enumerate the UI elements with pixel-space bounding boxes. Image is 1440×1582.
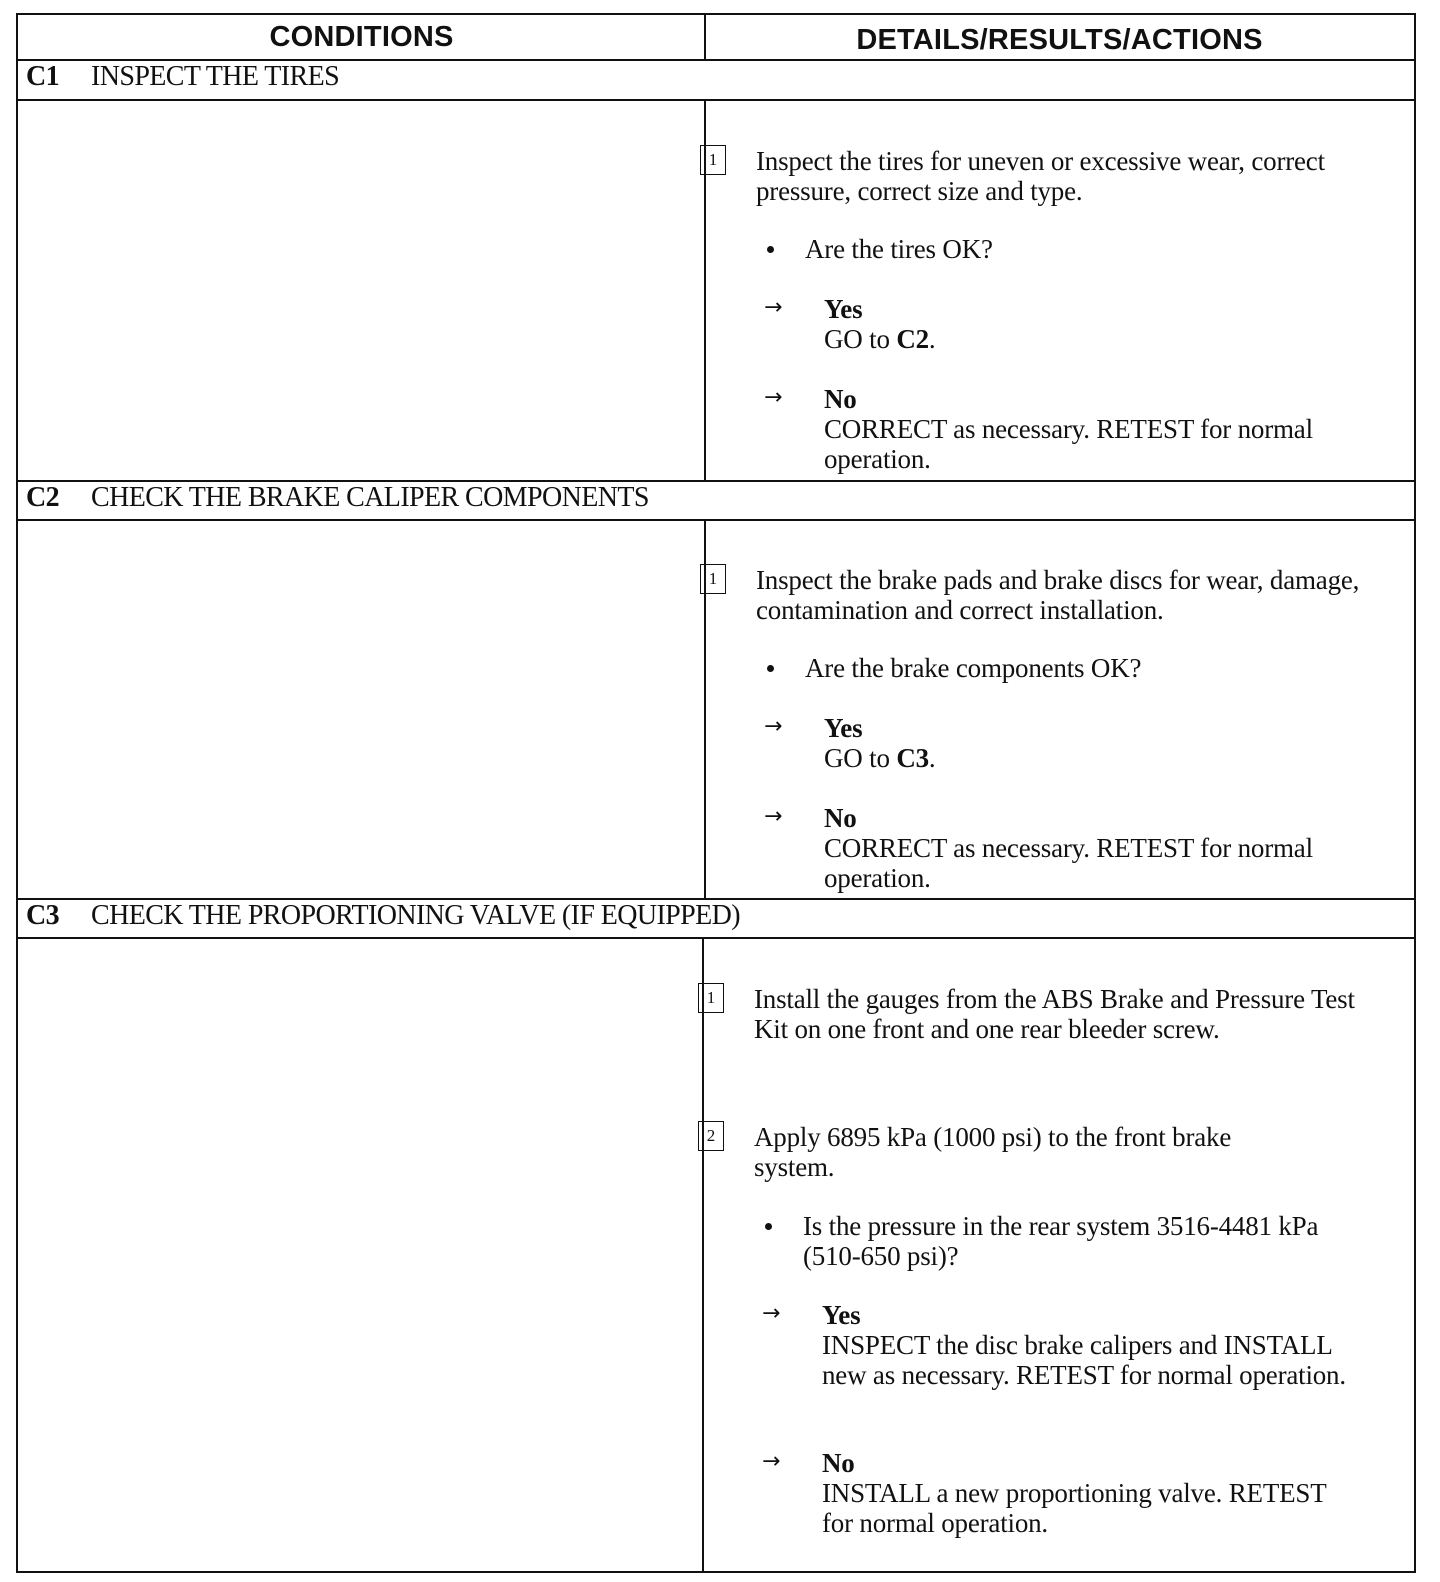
- arrow-right-icon: →: [764, 804, 783, 829]
- question-text: Are the tires OK?: [805, 234, 993, 264]
- no-label: No: [824, 384, 857, 414]
- section-id: C3: [26, 900, 60, 931]
- arrow-right-icon: →: [764, 385, 783, 410]
- yes-answer: [822, 1300, 1352, 1390]
- section-title-row: [26, 900, 740, 932]
- step-text: Install the gauges from the ABS Brake and Pressure Test Kit on one front and one rear bleeder screw.: [754, 984, 1355, 1044]
- yes-label: Yes: [822, 1300, 861, 1330]
- no-action-text: CORRECT as necessary. RETEST for normal operation.: [824, 833, 1313, 893]
- arrow-right-icon: →: [764, 295, 783, 320]
- column-divider: [704, 15, 706, 59]
- section-id: C2: [26, 482, 60, 513]
- question-text: Are the brake components OK?: [805, 653, 1142, 683]
- row-divider: [18, 937, 1414, 939]
- section-title: CHECK THE BRAKE CALIPER COMPONENTS: [91, 482, 649, 513]
- yes-action-text: INSPECT the disc brake calipers and INSTALL new as necessary. RETEST for normal operation.: [822, 1330, 1346, 1390]
- yes-label: Yes: [824, 713, 863, 743]
- details-column-header: DETAILS/RESULTS/ACTIONS: [856, 23, 1263, 56]
- section-title-row: [26, 61, 339, 93]
- section-title: CHECK THE PROPORTIONING VALVE (IF EQUIPPED): [91, 900, 740, 931]
- arrow-right-icon: →: [764, 714, 783, 739]
- yes-action-suffix: .: [928, 743, 936, 773]
- question-text: Is the pressure in the rear system 3516-4481 kPa (510-650 psi)?: [803, 1211, 1319, 1271]
- no-action-text: INSTALL a new proportioning valve. RETEST for normal operation.: [822, 1478, 1327, 1538]
- row-divider: [18, 99, 1414, 101]
- yes-action-suffix: .: [928, 324, 936, 354]
- step-number-box: 1: [700, 145, 726, 175]
- no-label: No: [822, 1448, 855, 1478]
- yes-action-ref: C2: [896, 324, 929, 354]
- step-text: Inspect the tires for uneven or excessive wear, correct pressure, correct size and type.: [756, 146, 1325, 206]
- step-text: Inspect the brake pads and brake discs for wear, damage, contamination and correct installation.: [756, 565, 1360, 625]
- no-label: No: [824, 803, 857, 833]
- row-divider: [18, 519, 1414, 521]
- no-answer: [824, 384, 1364, 474]
- diagnostic-table: [16, 13, 1416, 1573]
- yes-action-ref: C3: [896, 743, 929, 773]
- arrow-right-icon: →: [762, 1301, 781, 1326]
- no-action-text: CORRECT as necessary. RETEST for normal operation.: [824, 414, 1313, 474]
- bullet-icon: [767, 246, 774, 253]
- section-title-row: [26, 482, 649, 514]
- step-text: Apply 6895 kPa (1000 psi) to the front brake system.: [754, 1122, 1232, 1182]
- yes-action-prefix: GO to: [824, 743, 897, 773]
- arrow-right-icon: →: [762, 1449, 781, 1474]
- step-number-box: 2: [698, 1121, 724, 1151]
- yes-label: Yes: [824, 294, 863, 324]
- yes-answer: [824, 294, 1364, 354]
- section-id: C1: [26, 61, 60, 92]
- step-number-box: 1: [700, 564, 726, 594]
- no-answer: [824, 803, 1364, 893]
- step-number-box: 1: [698, 983, 724, 1013]
- yes-action-prefix: GO to: [824, 324, 897, 354]
- yes-answer: [824, 713, 1364, 773]
- bullet-icon: [767, 665, 774, 672]
- conditions-column-header: CONDITIONS: [269, 20, 454, 53]
- column-divider: [702, 937, 704, 1571]
- no-answer: [822, 1448, 1352, 1538]
- section-title: INSPECT THE TIRES: [91, 61, 340, 92]
- bullet-icon: [765, 1223, 772, 1230]
